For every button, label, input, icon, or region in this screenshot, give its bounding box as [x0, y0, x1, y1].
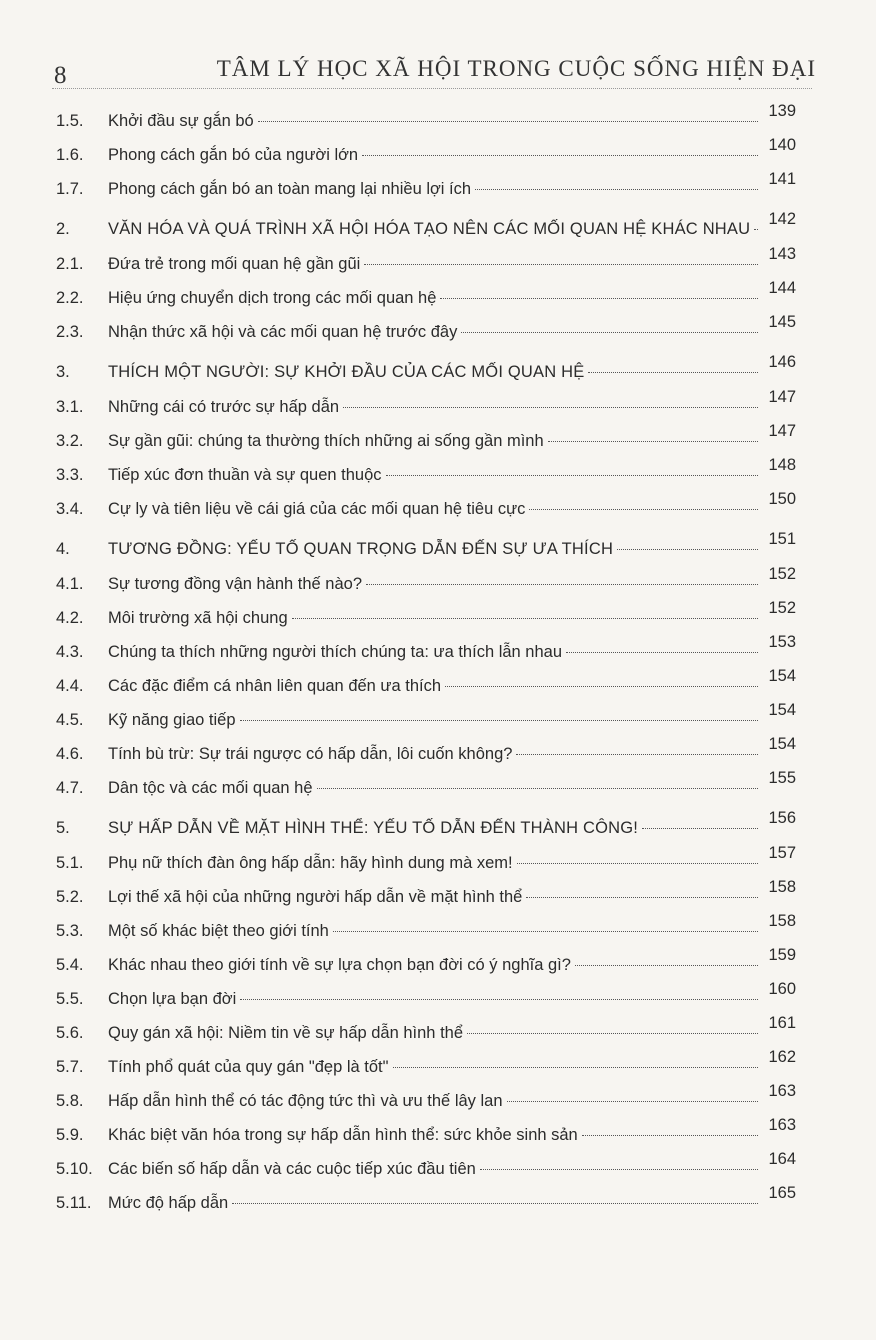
- toc-entry-number: 2.3.: [56, 323, 84, 341]
- toc-entry-title: Khác biệt văn hóa trong sự hấp dẫn hình thể: sức khỏe sinh sản: [108, 1126, 578, 1144]
- toc-entry-page: 158: [768, 912, 796, 930]
- toc-subsection-entry: [56, 771, 796, 805]
- toc-entry-title: Chọn lựa bạn đời: [108, 990, 237, 1008]
- dot-leader: [232, 1203, 758, 1204]
- toc-entry-title: Chúng ta thích những người thích chúng ta: ưa thích lẫn nhau: [108, 643, 563, 661]
- toc-entry-number: 3.3.: [56, 466, 84, 484]
- toc-entry-number: 5.8.: [56, 1092, 84, 1110]
- dot-leader: [475, 189, 758, 190]
- toc-entry-page: 162: [768, 1048, 796, 1066]
- toc-entry-number: 5.2.: [56, 888, 84, 906]
- toc-entry-title: Kỹ năng giao tiếp: [108, 711, 236, 729]
- toc-entry-page: 145: [768, 313, 796, 331]
- toc-subsection-entry: [56, 703, 796, 737]
- dot-leader: [461, 332, 758, 333]
- toc-entry-page: 155: [768, 769, 796, 787]
- toc-entry-page: 160: [768, 980, 796, 998]
- toc-subsection-entry: [56, 948, 796, 982]
- toc-entry-number: 5.4.: [56, 956, 84, 974]
- dot-leader: [548, 441, 758, 442]
- dot-leader: [566, 652, 758, 653]
- dot-leader: [317, 788, 758, 789]
- toc-entry-page: 154: [768, 667, 796, 685]
- dot-leader: [292, 618, 758, 619]
- toc-subsection-entry: [56, 982, 796, 1016]
- toc-entry-page: 147: [768, 388, 796, 406]
- dot-leader: [516, 754, 758, 755]
- toc-section-entry: [56, 211, 796, 247]
- toc-entry-title: Hiệu ứng chuyển dịch trong các mối quan hệ: [108, 289, 437, 307]
- table-of-contents: [56, 104, 796, 1220]
- toc-entry-page: 165: [768, 1184, 796, 1202]
- toc-entry-number: 3.2.: [56, 432, 84, 450]
- dot-leader: [364, 264, 758, 265]
- toc-subsection-entry: [56, 138, 796, 172]
- toc-subsection-entry: [56, 1016, 796, 1050]
- toc-entry-page: 143: [768, 245, 796, 263]
- toc-entry-title: Khác nhau theo giới tính về sự lựa chọn bạn đời có ý nghĩa gì?: [108, 956, 571, 974]
- toc-entry-page: 144: [768, 279, 796, 297]
- toc-entry-number: 1.7.: [56, 180, 84, 198]
- toc-subsection-entry: [56, 281, 796, 315]
- page-header: [52, 44, 816, 89]
- toc-subsection-entry: [56, 1186, 796, 1220]
- dot-leader: [617, 549, 758, 550]
- dot-leader: [507, 1101, 758, 1102]
- toc-entry-title: Quy gán xã hội: Niềm tin về sự hấp dẫn hình thể: [108, 1024, 464, 1042]
- toc-entry-number: 5.6.: [56, 1024, 84, 1042]
- toc-entry-page: 157: [768, 844, 796, 862]
- dot-leader: [366, 584, 758, 585]
- dot-leader: [575, 965, 758, 966]
- toc-entry-title: THÍCH MỘT NGƯỜI: SỰ KHỞI ĐẦU CỦA CÁC MỐI QUAN HỆ: [108, 363, 585, 381]
- toc-entry-number: 4.6.: [56, 745, 84, 763]
- toc-entry-title: Tính bù trừ: Sự trái ngược có hấp dẫn, lôi cuốn không?: [108, 745, 513, 763]
- toc-entry-page: 146: [768, 353, 796, 371]
- dot-leader: [480, 1169, 758, 1170]
- toc-subsection-entry: [56, 846, 796, 880]
- toc-entry-title: Những cái có trước sự hấp dẫn: [108, 398, 340, 416]
- toc-entry-title: Một số khác biệt theo giới tính: [108, 922, 329, 940]
- toc-entry-title: Đứa trẻ trong mối quan hệ gần gũi: [108, 255, 361, 273]
- dot-leader: [362, 155, 758, 156]
- toc-entry-title: Khởi đầu sự gắn bó: [108, 112, 254, 130]
- dot-leader: [440, 298, 758, 299]
- dot-leader: [467, 1033, 758, 1034]
- toc-entry-title: Các đặc điểm cá nhân liên quan đến ưa thích: [108, 677, 442, 695]
- toc-entry-title: Lợi thế xã hội của những người hấp dẫn về mặt hình thể: [108, 888, 523, 906]
- toc-entry-title: Môi trường xã hội chung: [108, 609, 288, 627]
- toc-entry-number: 4.2.: [56, 609, 84, 627]
- toc-entry-number: 4.7.: [56, 779, 84, 797]
- toc-entry-number: 5.3.: [56, 922, 84, 940]
- dot-leader: [240, 999, 758, 1000]
- toc-entry-number: 5.: [56, 819, 70, 837]
- toc-entry-title: Sự gần gũi: chúng ta thường thích những ai sống gần mình: [108, 432, 544, 450]
- toc-subsection-entry: [56, 737, 796, 771]
- toc-entry-number: 3.4.: [56, 500, 84, 518]
- dot-leader: [517, 863, 758, 864]
- toc-subsection-entry: [56, 567, 796, 601]
- toc-entry-page: 163: [768, 1116, 796, 1134]
- toc-entry-number: 4.4.: [56, 677, 84, 695]
- toc-subsection-entry: [56, 458, 796, 492]
- toc-entry-page: 154: [768, 701, 796, 719]
- toc-entry-number: 5.9.: [56, 1126, 84, 1144]
- toc-entry-page: 159: [768, 946, 796, 964]
- toc-entry-page: 156: [768, 809, 796, 827]
- toc-entry-page: 147: [768, 422, 796, 440]
- toc-entry-title: Mức độ hấp dẫn: [108, 1194, 229, 1212]
- toc-entry-page: 153: [768, 633, 796, 651]
- toc-entry-title: Phụ nữ thích đàn ông hấp dẫn: hãy hình dung mà xem!: [108, 854, 513, 872]
- toc-entry-page: 140: [768, 136, 796, 154]
- toc-entry-title: TƯƠNG ĐỒNG: YẾU TỐ QUAN TRỌNG DẪN ĐẾN SỰ ƯA THÍCH: [108, 540, 614, 558]
- toc-subsection-entry: [56, 1084, 796, 1118]
- toc-entry-number: 2.: [56, 220, 70, 238]
- toc-entry-title: Phong cách gắn bó an toàn mang lại nhiều lợi ích: [108, 180, 472, 198]
- toc-entry-page: 154: [768, 735, 796, 753]
- toc-entry-number: 2.2.: [56, 289, 84, 307]
- dot-leader: [529, 509, 758, 510]
- toc-subsection-entry: [56, 424, 796, 458]
- toc-section-entry: [56, 531, 796, 567]
- toc-subsection-entry: [56, 601, 796, 635]
- toc-entry-number: 4.1.: [56, 575, 84, 593]
- toc-subsection-entry: [56, 914, 796, 948]
- toc-entry-number: 5.10.: [56, 1160, 93, 1178]
- toc-entry-title: Hấp dẫn hình thể có tác động tức thì và ưu thế lây lan: [108, 1092, 503, 1110]
- toc-entry-page: 151: [768, 530, 796, 548]
- toc-subsection-entry: [56, 247, 796, 281]
- toc-entry-page: 139: [768, 102, 796, 120]
- toc-entry-number: 2.1.: [56, 255, 84, 273]
- toc-entry-number: 5.5.: [56, 990, 84, 1008]
- toc-entry-title: Các biến số hấp dẫn và các cuộc tiếp xúc đầu tiên: [108, 1160, 476, 1178]
- toc-subsection-entry: [56, 492, 796, 526]
- toc-entry-title: VĂN HÓA VÀ QUÁ TRÌNH XÃ HỘI HÓA TẠO NÊN CÁC MỐI QUAN HỆ KHÁC NHAU: [108, 220, 751, 238]
- toc-entry-title: Sự tương đồng vận hành thế nào?: [108, 575, 363, 593]
- toc-entry-page: 164: [768, 1150, 796, 1168]
- toc-entry-page: 148: [768, 456, 796, 474]
- toc-entry-page: 152: [768, 599, 796, 617]
- dot-leader: [258, 121, 758, 122]
- toc-section-entry: [56, 810, 796, 846]
- dot-leader: [445, 686, 758, 687]
- header-divider: [52, 88, 812, 89]
- toc-entry-page: 161: [768, 1014, 796, 1032]
- dot-leader: [754, 229, 758, 230]
- toc-entry-number: 5.7.: [56, 1058, 84, 1076]
- toc-subsection-entry: [56, 104, 796, 138]
- running-title: TÂM LÝ HỌC XÃ HỘI TRONG CUỘC SỐNG HIỆN ĐẠI: [216, 56, 816, 81]
- toc-entry-title: Phong cách gắn bó của người lớn: [108, 146, 359, 164]
- toc-entry-page: 150: [768, 490, 796, 508]
- toc-subsection-entry: [56, 669, 796, 703]
- toc-subsection-entry: [56, 1118, 796, 1152]
- dot-leader: [582, 1135, 758, 1136]
- toc-entry-number: 3.: [56, 363, 70, 381]
- toc-subsection-entry: [56, 1152, 796, 1186]
- dot-leader: [386, 475, 758, 476]
- dot-leader: [526, 897, 758, 898]
- toc-entry-page: 141: [768, 170, 796, 188]
- toc-entry-title: Tiếp xúc đơn thuần và sự quen thuộc: [108, 466, 382, 484]
- toc-entry-title: Nhận thức xã hội và các mối quan hệ trước đây: [108, 323, 458, 341]
- toc-entry-title: Dân tộc và các mối quan hệ: [108, 779, 313, 797]
- dot-leader: [393, 1067, 759, 1068]
- toc-entry-page: 158: [768, 878, 796, 896]
- toc-entry-number: 4.5.: [56, 711, 84, 729]
- toc-section-entry: [56, 354, 796, 390]
- toc-entry-number: 4.3.: [56, 643, 84, 661]
- toc-entry-number: 3.1.: [56, 398, 84, 416]
- toc-entry-number: 1.6.: [56, 146, 84, 164]
- toc-entry-number: 5.1.: [56, 854, 84, 872]
- toc-entry-title: Cự ly và tiên liệu về cái giá của các mối quan hệ tiêu cực: [108, 500, 526, 518]
- dot-leader: [588, 372, 758, 373]
- toc-entry-number: 5.11.: [56, 1194, 92, 1212]
- toc-entry-title: Tính phổ quát của quy gán "đẹp là tốt": [108, 1058, 389, 1076]
- toc-subsection-entry: [56, 880, 796, 914]
- toc-entry-page: 142: [768, 210, 796, 228]
- toc-subsection-entry: [56, 390, 796, 424]
- dot-leader: [333, 931, 758, 932]
- toc-entry-number: 4.: [56, 540, 70, 558]
- toc-subsection-entry: [56, 172, 796, 206]
- dot-leader: [642, 828, 758, 829]
- dot-leader: [240, 720, 758, 721]
- dot-leader: [343, 407, 758, 408]
- toc-entry-number: 1.5.: [56, 112, 84, 130]
- toc-entry-title: SỰ HẤP DẪN VỀ MẶT HÌNH THỂ: YẾU TỐ DẪN ĐẾN THÀNH CÔNG!: [108, 819, 639, 837]
- toc-subsection-entry: [56, 1050, 796, 1084]
- toc-subsection-entry: [56, 635, 796, 669]
- toc-subsection-entry: [56, 315, 796, 349]
- page-number: 8: [54, 62, 67, 89]
- toc-entry-page: 152: [768, 565, 796, 583]
- toc-entry-page: 163: [768, 1082, 796, 1100]
